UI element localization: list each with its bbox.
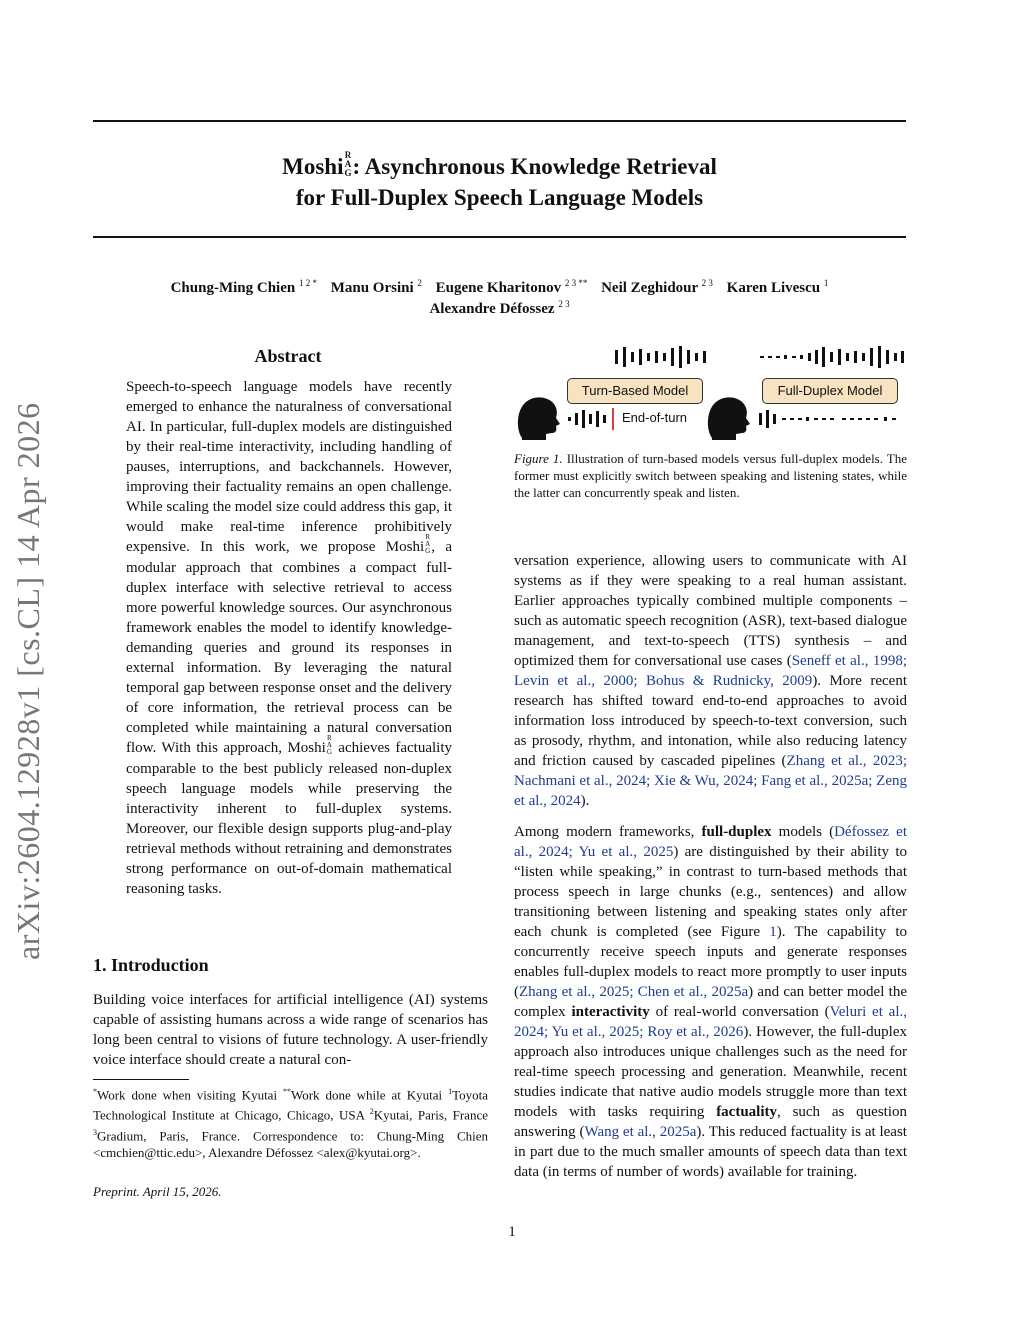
abstract-body: Speech-to-speech language models have recently emerged to enhance the naturalness of conversational AI. In particular, full-duplex models are distinguished by their real-time interactivity, including handling of pauses, interruptions, and backchannels. However, improving their factuality remains an open challenge. While scaling the model size could address this gap, it would make real-time inference prohibitively expensive. In this work, we propose Moshi R A G , a modular approach that combines a compact full-duplex interface with selective retrieval to access more powerful knowledge sources. Our asynchronous framework enables the model to identify knowledge-demanding queries and ground its responses in external information. By leveraging the natural temporal gap between response onset and the delivery of core information, the retrieval process can be completed while maintaining a natural conversation flow. With this approach, Moshi R A G achieves factuality comparable to the best publicly released non-duplex speech language models while preserving the interactivity inherent to full-duplex systems. Moreover, our flexible design supports plug-and-play retrieval methods without retraining and demonstrates strong performance on out-of-domain mathematical reasoning tasks. <box>126 379 452 898</box>
citation-link[interactable]: Zhang et al., 2023; Nachmani et al., 2024; Xie & Wu, 2024; Fang et al., 2025a; Zeng et al., 2024 <box>514 753 907 809</box>
author-4: Neil Zeghidour $^{2 3}$ <box>601 278 713 296</box>
section-heading-introduction: 1. Introduction <box>93 955 209 975</box>
citation-link[interactable]: Défossez et al., 2024; Yu et al., 2025 <box>514 824 907 860</box>
figure-1 <box>512 340 906 448</box>
preprint-note: Preprint. April 15, 2026. <box>93 1184 222 1199</box>
abstract-heading: Abstract <box>254 346 322 366</box>
waveform-icon <box>568 410 606 428</box>
waveform-icon <box>760 346 904 368</box>
page-number: 1 <box>508 1224 516 1240</box>
figure-1-caption: Figure 1. Illustration of turn-based models versus full-duplex models. The former must explicitly switch between speaking and listening states, while the latter can concurrently speak and listen. <box>514 451 907 500</box>
title-rule-top <box>93 120 906 122</box>
title-suffix: : Asynchronous Knowledge Retrieval <box>352 154 717 179</box>
end-of-turn-label: End-of-turn <box>622 410 688 425</box>
citation-link[interactable]: Wang et al., 2025a <box>584 1124 697 1140</box>
waveform-icon <box>759 410 896 428</box>
footnote: *Work done when visiting Kyutai **Work done while at Kyutai $^1$Toyota Technological Institute at Chicago, Chicago, USA $^2$Kyutai, Paris, France $^3$Gradium, Paris, France. Correspondence to: Chung-Ming Chien <cmchien@ttic.edu>, Alexandre Défossez <alex@kyutai.org>. <box>93 1087 488 1160</box>
full-duplex-model-label: Full-Duplex Model <box>762 378 898 404</box>
figure-reference-link[interactable]: 1 <box>769 924 777 940</box>
author-2: Manu Orsini $^2$ <box>330 278 422 296</box>
introduction-paragraph: versation experience, allowing users to communicate with AI systems as if they were speaking to a real human assistant. Earlier approaches typically combined multiple components – such as automatic speech recognition (ASR), text-based dialogue management, and text-to-speech (TTS) synthesis – and optimized them for conversational use cases (Seneff et al., 1998; Levin et al., 2000; Bohus & Rudnicky, 2009). More recent research has shifted toward end-to-end approaches to avoid information loss introduced by speech-to-text conversion, such as prosody, rhythm, and intonation, while also reducing latency and friction caused by cascaded pipelines (Zhang et al., 2023; Nachmani et al., 2024; Xie & Wu, 2024; Fang et al., 2025a; Zeng et al., 2024). <box>514 553 908 809</box>
person-head-icon <box>708 397 750 440</box>
citation-link[interactable]: Seneff et al., 1998; Levin et al., 2000; Bohus & Rudnicky, 2009 <box>514 653 907 689</box>
title-prefix: Moshi <box>282 154 344 179</box>
end-of-turn-marker <box>612 408 614 430</box>
person-head-icon <box>518 397 560 440</box>
rag-superscript-inline: R A G <box>326 734 332 757</box>
introduction-paragraph: Among modern frameworks, full-duplex models (Défossez et al., 2024; Yu et al., 2025) are distinguished by their ability to “listen while speaking,” in contrast to turn-based methods that process speech in large chunks (e.g., sentences) and allow transitioning between listening and speaking states only after each chunk is completed (see Figure 1). The capability to concurrently receive speech inputs and generate responses enables full-duplex models to react more promptly to user inputs (Zhang et al., 2025; Chen et al., 2025a) and can better model the complex interactivity of real-world conversation (Veluri et al., 2024; Yu et al., 2025; Roy et al., 2026). However, the full-duplex approach also introduces unique challenges such as the need for real-time speech processing and generation. Meanwhile, recent studies indicate that native audio models struggle more than text models with tasks requiring factuality, such as question answering (Wang et al., 2025a). This reduced factuality is at least in part due to the much smaller amounts of speech data than text data (in terms of number of words) available for training. <box>514 824 907 1180</box>
rag-superscript: R A G <box>344 150 352 179</box>
paper-title-line2: for Full-Duplex Speech Language Models <box>295 185 704 210</box>
introduction-paragraph: Building voice interfaces for artificial intelligence (AI) systems capable of assisting humans across a wide range of scenarios has long been central to visions of future technology. A user-friendly voice interface should create a natural con- <box>93 992 488 1068</box>
author-5: Karen Livescu $^1$ <box>726 278 829 296</box>
author-list-line2 <box>93 293 906 320</box>
title-rule-bottom <box>93 236 906 238</box>
paper-title-line1 <box>93 152 906 182</box>
rag-superscript-inline: R A G <box>425 533 431 556</box>
turn-based-model-label: Turn-Based Model <box>567 378 703 404</box>
footnote-rule <box>93 1079 189 1080</box>
arxiv-identifier: arXiv:2604.12928v1 [cs.CL] 14 Apr 2026 <box>10 402 46 960</box>
author-1: Chung-Ming Chien $^{1 2 *}$ <box>170 278 317 296</box>
citation-link[interactable]: Zhang et al., 2025; Chen et al., 2025a <box>519 984 749 1000</box>
waveform-icon <box>615 346 706 368</box>
author-6: Alexandre Défossez $^{2 3}$ <box>429 299 570 317</box>
citation-link[interactable]: Veluri et al., 2024; Yu et al., 2025; Roy et al., 2026 <box>514 1004 907 1040</box>
author-3: Eugene Kharitonov $^{2 3 **}$ <box>435 278 588 296</box>
